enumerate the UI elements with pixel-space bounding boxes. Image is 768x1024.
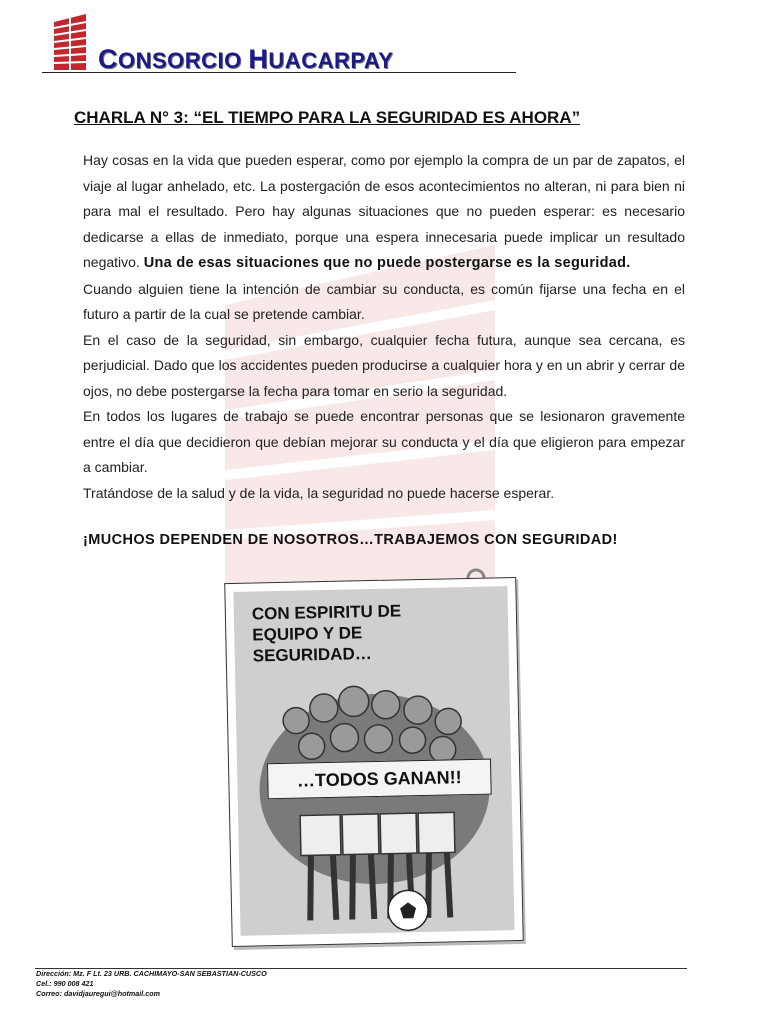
poster-illustration bbox=[233, 586, 514, 936]
poster-banner: …TODOS GANAN!! bbox=[267, 759, 492, 800]
footer-email: Correo: davidjauregui@hotmail.com bbox=[36, 989, 161, 998]
paragraph-2: Cuando alguien tiene la intención de cambiar su conducta, es común fijarse una fecha en el futuro a partir de la cual se pretende cambiar. bbox=[83, 280, 685, 322]
brand-word-1: ONSORCIO bbox=[118, 48, 242, 73]
brand-initial-2: H bbox=[248, 44, 269, 74]
paragraph-1-text: Hay cosas en la vida que pueden esperar, como por ejemplo la compra de un par de zapatos, el viaje al lugar anhelado, etc. La postergación de esos acontecimientos no alteran, ni para bien ni para mal el resultado. Pero hay algunas situaciones que no pueden esperar: es necesario dedicarse a ellas de inmediato, porque una espera innecesaria puede implicar un resultado negativo. bbox=[83, 152, 685, 270]
document-body bbox=[83, 148, 685, 506]
safety-poster bbox=[224, 577, 524, 947]
poster-heading: CON ESPIRITU DE EQUIPO Y DE SEGURIDAD… bbox=[251, 601, 402, 666]
paragraph-1-emphasis: Una de esas situaciones que no puede postergarse es la seguridad. bbox=[143, 255, 631, 271]
footer-address: Dirección: Mz. F Lt. 23 URB. CACHIMAYO-SAN SEBASTIAN-CUSCO bbox=[36, 969, 267, 978]
footer-phone: Cel.: 990 008 421 bbox=[36, 979, 94, 988]
paragraph-1 bbox=[83, 148, 685, 277]
brand-initial-1: C bbox=[98, 44, 118, 74]
building-logo-icon bbox=[50, 14, 90, 70]
paragraph-4: En todos los lugares de trabajo se puede encontrar personas que se lesionaron gravemente entre el día que decidieron que debían mejorar su conducta y el día que eligieron para empezar a cambiar. bbox=[83, 408, 685, 475]
company-brand bbox=[98, 44, 393, 75]
header-divider bbox=[42, 72, 516, 73]
paragraph-5: Tratándose de la salud y de la vida, la seguridad no puede hacerse esperar. bbox=[83, 484, 555, 501]
page-title: CHARLA N° 3: “EL TIEMPO PARA LA SEGURIDAD ES AHORA” bbox=[74, 108, 581, 127]
footer-contact bbox=[36, 969, 267, 999]
brand-word-2: UACARPAY bbox=[268, 48, 394, 73]
closing-slogan: ¡MUCHOS DEPENDEN DE NOSOTROS…TRABAJEMOS CON SEGURIDAD! bbox=[83, 532, 618, 548]
paragraph-3: En el caso de la seguridad, sin embargo, cualquier fecha futura, aunque sea cercana, es perjudicial. Dado que los accidentes pueden producirse a cualquier hora y en un abrir y cerrar de ojos, no debe postergarse la fecha para tomar en serio la seguridad. bbox=[83, 331, 685, 399]
